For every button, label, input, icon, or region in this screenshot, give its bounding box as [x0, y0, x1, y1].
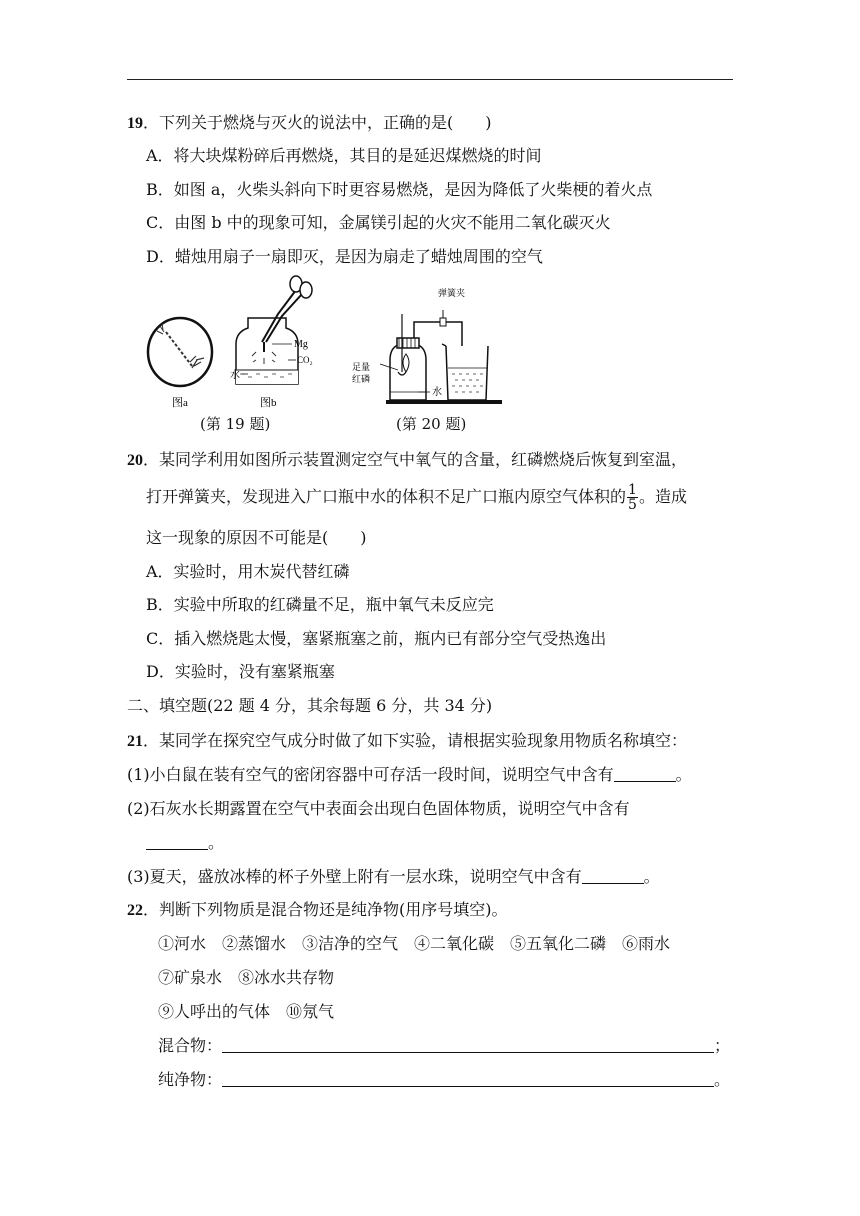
figure-20: [352, 287, 502, 404]
q19-option-c: C．由图 b 中的现象可知，金属镁引起的火灾不能用二氧化碳灭火: [146, 213, 611, 232]
question-text: (1)小白鼠在装有空气的密闭容器中可存活一段时间，说明空气中含有: [127, 765, 614, 784]
q19-stem: [127, 112, 492, 135]
mixture-label: 混合物：: [158, 1036, 223, 1055]
experiment-figures: [140, 274, 520, 416]
punctuation: 。: [714, 1070, 731, 1089]
q21-stem: [127, 730, 687, 753]
q21-part-2-blank: [146, 832, 224, 854]
answer-blank[interactable]: [582, 867, 644, 884]
punctuation: 。: [208, 833, 225, 852]
q20-option-b: B．实验中所取的红磷量不足，瓶中氧气未反应完: [146, 595, 494, 614]
question-number: 19: [127, 115, 143, 132]
fraction-one-fifth: [627, 483, 638, 512]
fig20-phosphorus-label-2: 红磷: [352, 374, 371, 384]
q20-stem-line3: 这一现象的原因不可能是( ): [146, 528, 367, 547]
q19-option-a: A．将大块煤粉碎后再燃烧，其目的是延迟煤燃烧的时间: [146, 146, 542, 165]
q20-option-d: D．实验时，没有塞紧瓶塞: [146, 662, 335, 681]
fig-a-label: 图a: [172, 397, 188, 409]
fig-b-co2: CO₂: [297, 355, 313, 365]
figure-b: [230, 276, 313, 409]
pure-answer-blank[interactable]: [222, 1070, 714, 1087]
q22-mixture-row: [158, 1035, 730, 1057]
q20-stem-line1: [127, 449, 687, 472]
figure-caption-19: (第 19 题): [200, 415, 271, 433]
question-text: ．判断下列物质是混合物还是纯净物(用序号填空)。: [143, 900, 508, 919]
fig-b-water: 水: [230, 370, 240, 381]
punctuation: 。: [643, 867, 660, 886]
q20-option-c: C．插入燃烧匙太慢，塞紧瓶塞之前，瓶内已有部分空气受热逸出: [146, 629, 607, 648]
q22-items-line3: ⑨人呼出的气体 ⑩氖气: [158, 1002, 335, 1021]
question-number: 21: [127, 733, 143, 750]
q20-option-a: A．实验时，用木炭代替红磷: [146, 562, 350, 581]
fraction-numerator: 1: [628, 482, 637, 498]
q21-part-1: [127, 764, 692, 786]
q22-stem: [127, 899, 508, 922]
fig20-phosphorus-label-1: 足量: [352, 362, 371, 372]
punctuation: 。: [675, 765, 692, 784]
figure-caption-20: (第 20 题): [396, 415, 467, 433]
pure-label: 纯净物：: [158, 1070, 223, 1089]
question-text: ．下列关于燃烧与灭火的说法中，正确的是( ): [143, 113, 492, 132]
fig-b-mg: Mg: [294, 339, 308, 350]
q21-part-2: (2)石灰水长期露置在空气中表面会出现白色固体物质，说明空气中含有: [127, 799, 630, 818]
question-text: ．某同学利用如图所示装置测定空气中氧气的含量，红磷燃烧后恢复到室温，: [143, 450, 688, 469]
figure-a: [148, 318, 212, 409]
q19-option-d: D．蜡烛用扇子一扇即灭，是因为扇走了蜡烛周围的空气: [146, 247, 543, 266]
q20-stem-line2: [146, 482, 687, 512]
question-text: 打开弹簧夹，发现进入广口瓶中水的体积不足广口瓶内原空气体积的: [146, 487, 627, 506]
q22-items-line2: ⑦矿泉水 ⑧冰水共存物: [158, 968, 335, 987]
answer-blank[interactable]: [146, 833, 208, 850]
fig20-water-label: 水: [432, 387, 442, 398]
fraction-denominator: 5: [628, 497, 637, 513]
question-number: 22: [127, 902, 143, 919]
q21-part-3: [127, 866, 660, 888]
q22-pure-row: [158, 1069, 730, 1091]
mixture-answer-blank[interactable]: [222, 1036, 714, 1053]
q19-option-b: B．如图 a，火柴头斜向下时更容易燃烧，是因为降低了火柴梗的着火点: [146, 180, 653, 199]
section-heading: 二、填空题(22 题 4 分，其余每题 6 分，共 34 分): [127, 696, 493, 715]
question-text: (3)夏天，盛放冰棒的杯子外壁上附有一层水珠，说明空气中含有: [127, 867, 582, 886]
punctuation: ；: [714, 1036, 731, 1055]
fig-b-label: 图b: [260, 397, 277, 409]
header-rule: [127, 79, 733, 80]
question-number: 20: [127, 452, 143, 469]
question-text: 。造成: [638, 487, 687, 506]
answer-blank[interactable]: [614, 765, 676, 782]
fig20-clip-label: 弹簧夹: [438, 288, 466, 298]
question-text: ．某同学在探究空气成分时做了如下实验，请根据实验现象用物质名称填空：: [143, 731, 688, 750]
q22-items-line1: ①河水 ②蒸馏水 ③洁净的空气 ④二氧化碳 ⑤五氧化二磷 ⑥雨水: [158, 934, 671, 953]
